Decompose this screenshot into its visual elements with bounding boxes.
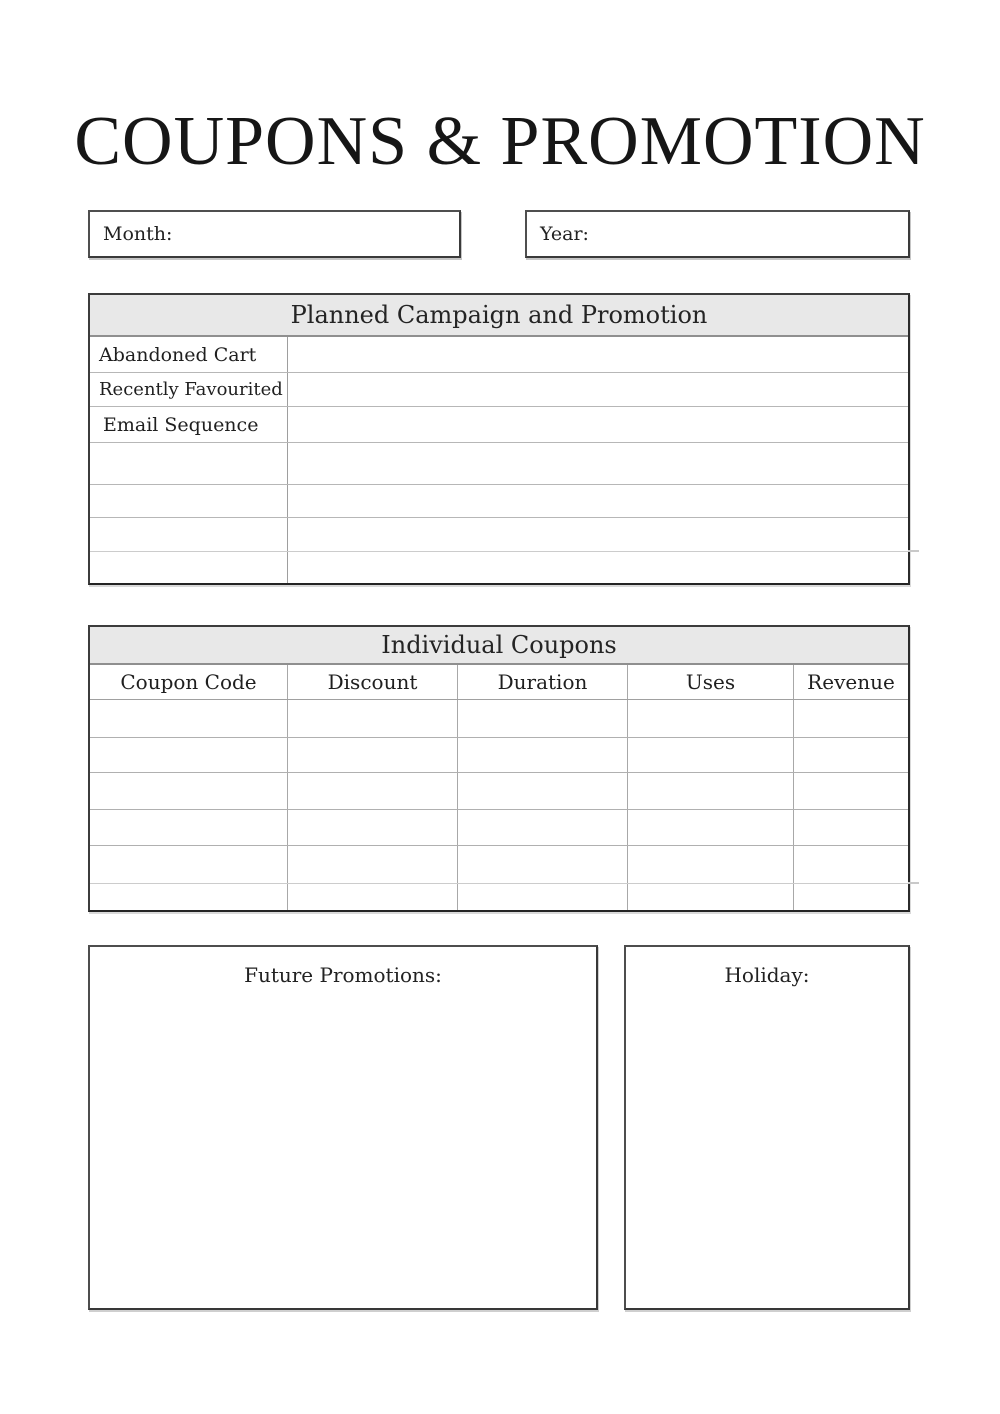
campaign-table xyxy=(88,293,910,585)
campaign-row xyxy=(90,485,908,518)
divider-overhang-line xyxy=(908,882,919,884)
coupon-row xyxy=(90,810,908,846)
campaign-row-value[interactable] xyxy=(288,407,908,442)
campaign-row-label: Abandoned Cart xyxy=(90,337,288,372)
coupons-table xyxy=(88,625,910,912)
campaign-row xyxy=(90,337,908,373)
divider-overhang-line xyxy=(908,550,919,552)
coupon-code-cell[interactable] xyxy=(90,810,288,845)
campaign-row-label: Email Sequence xyxy=(90,407,288,442)
year-label: Year: xyxy=(540,223,589,245)
campaign-row-label xyxy=(90,443,288,484)
campaign-row-value[interactable] xyxy=(288,518,908,551)
discount-cell[interactable] xyxy=(288,846,458,883)
revenue-cell[interactable] xyxy=(794,738,908,772)
uses-cell[interactable] xyxy=(628,810,794,845)
revenue-cell[interactable] xyxy=(794,773,908,809)
coupon-code-cell[interactable] xyxy=(90,700,288,737)
duration-cell[interactable] xyxy=(458,773,628,809)
revenue-cell[interactable] xyxy=(794,700,908,737)
uses-cell[interactable] xyxy=(628,773,794,809)
campaign-row xyxy=(90,552,908,585)
campaign-row-value[interactable] xyxy=(288,337,908,372)
coupon-row xyxy=(90,846,908,884)
campaign-row-label xyxy=(90,485,288,517)
campaign-row-label: Recently Favourited xyxy=(90,373,288,406)
uses-cell[interactable] xyxy=(628,884,794,912)
campaign-row xyxy=(90,373,908,407)
campaign-row-value[interactable] xyxy=(288,373,908,406)
coupon-code-column-header: Coupon Code xyxy=(90,665,288,699)
revenue-column-header: Revenue xyxy=(807,670,895,694)
campaign-row-value[interactable] xyxy=(288,552,908,585)
coupons-table-title: Individual Coupons xyxy=(90,627,908,665)
coupon-row xyxy=(90,700,908,738)
month-field[interactable] xyxy=(88,210,461,258)
duration-cell[interactable] xyxy=(458,700,628,737)
coupon-row xyxy=(90,773,908,810)
campaign-row-value[interactable] xyxy=(288,485,908,517)
future-promotions-label: Future Promotions: xyxy=(244,963,442,987)
campaign-row-value[interactable] xyxy=(288,443,908,484)
uses-cell[interactable] xyxy=(628,846,794,883)
discount-column-header: Discount xyxy=(288,665,458,699)
revenue-cell[interactable] xyxy=(794,884,908,912)
campaign-table-title: Planned Campaign and Promotion xyxy=(90,295,908,337)
campaign-row-label xyxy=(90,518,288,551)
revenue-cell[interactable] xyxy=(794,846,908,883)
holiday-label: Holiday: xyxy=(724,963,810,987)
discount-cell[interactable] xyxy=(288,884,458,912)
coupon-code-cell[interactable] xyxy=(90,773,288,809)
campaign-row xyxy=(90,407,908,443)
year-field[interactable] xyxy=(525,210,910,258)
coupon-row xyxy=(90,884,908,912)
campaign-row-label xyxy=(90,552,288,585)
month-label: Month: xyxy=(103,223,173,245)
page-title: COUPONS & PROMOTION xyxy=(74,102,926,180)
coupon-code-cell[interactable] xyxy=(90,884,288,912)
uses-cell[interactable] xyxy=(628,738,794,772)
uses-cell[interactable] xyxy=(628,700,794,737)
duration-cell[interactable] xyxy=(458,738,628,772)
duration-cell[interactable] xyxy=(458,810,628,845)
coupons-header-row xyxy=(90,665,908,700)
duration-cell[interactable] xyxy=(458,884,628,912)
revenue-cell[interactable] xyxy=(794,810,908,845)
duration-cell[interactable] xyxy=(458,846,628,883)
campaign-row xyxy=(90,443,908,485)
uses-column-header: Uses xyxy=(628,665,794,699)
discount-cell[interactable] xyxy=(288,738,458,772)
discount-cell[interactable] xyxy=(288,700,458,737)
coupon-code-cell[interactable] xyxy=(90,846,288,883)
future-promotions-box[interactable] xyxy=(88,945,598,1310)
duration-column-header: Duration xyxy=(458,665,628,699)
discount-cell[interactable] xyxy=(288,810,458,845)
holiday-box[interactable] xyxy=(624,945,910,1310)
discount-cell[interactable] xyxy=(288,773,458,809)
coupon-code-cell[interactable] xyxy=(90,738,288,772)
campaign-row xyxy=(90,518,908,552)
coupon-row xyxy=(90,738,908,773)
